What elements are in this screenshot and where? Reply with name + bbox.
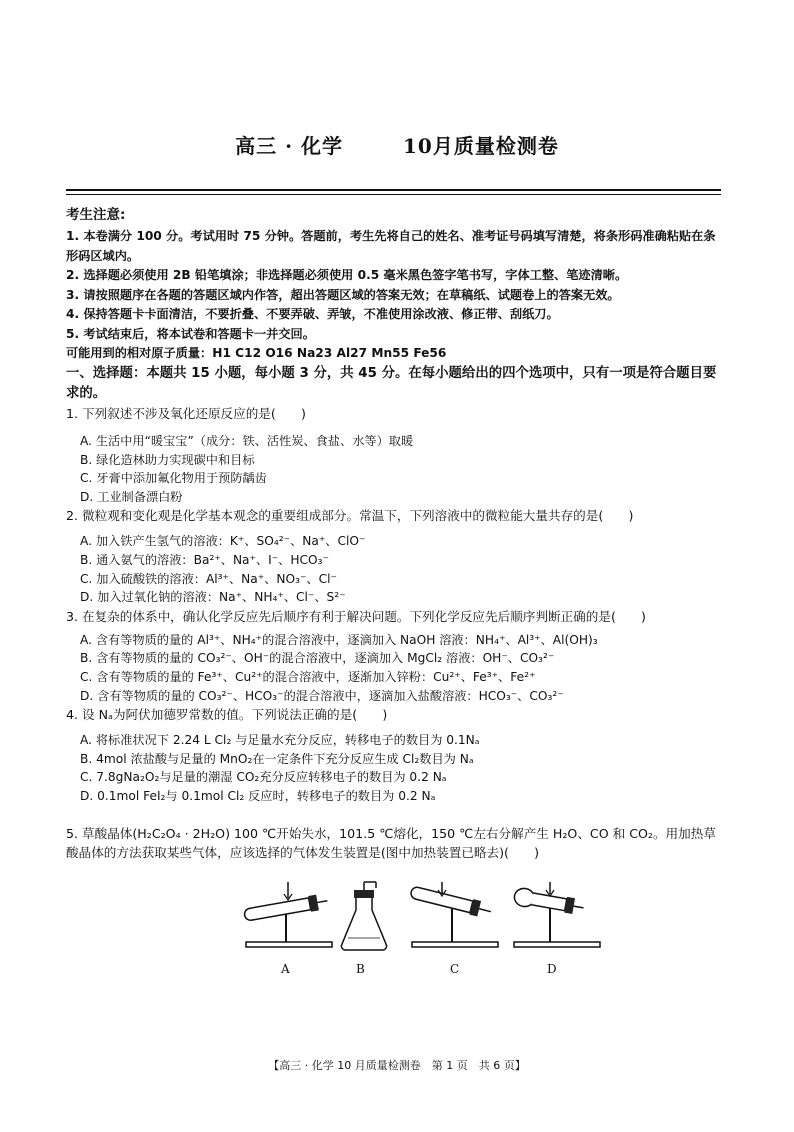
section-one [66, 364, 726, 862]
question-stem: 1. 下列叙述不涉及氧化还原反应的是( ) [66, 406, 306, 421]
question-stem: 5. 草酸晶体(H₂C₂O₄ · 2H₂O) 100 ℃开始失水，101.5 ℃熔化，150 ℃左右分解产生 H₂O、CO 和 CO₂。用加热草酸晶体的方法获取某些气体，应该选择的气体发生装置是(图中加热装置已略去)( ) [66, 825, 716, 860]
notice-item: 1. 本卷满分 100 分。考试用时 75 分钟。答题前，考生先将自己的姓名、准考证号码填写清楚，将条形码准确粘贴在条形码区域内。 [66, 229, 716, 263]
question-option: B. 4mol 浓盐酸与足量的 MnO₂在一定条件下充分反应生成 Cl₂数目为 Nₐ [80, 751, 474, 766]
apparatus-a-label: A [281, 962, 290, 976]
notice-item: 5. 考试结束后，将本试卷和答题卡一并交回。 [66, 326, 315, 341]
title-subject: 高三 · 化学 [235, 134, 344, 158]
question-option: C. 加入硫酸铁的溶液：Al³⁺、Na⁺、NO₃⁻、Cl⁻ [80, 571, 337, 586]
question-stem: 4. 设 Nₐ为阿伏加德罗常数的值。下列说法正确的是( ) [66, 707, 388, 723]
notice-item: 4. 保持答题卡卡面清洁，不要折叠、不要弄破、弄皱，不准使用涂改液、修正带、刮纸刀。 [66, 307, 559, 321]
page-footer: 【高三 · 化学 10 月质量检测卷 第 1 页 共 6 页】 [268, 1059, 526, 1072]
apparatus-c-figure [402, 880, 502, 960]
question-option: C. 牙膏中添加氟化物用于预防龋齿 [80, 471, 267, 486]
apparatus-d-figure [508, 880, 608, 960]
question-stem: 2. 微粒观和变化观是化学基本观念的重要组成部分。常温下，下列溶液中的微粒能大量共存的是( ) [66, 508, 634, 524]
question-option: D. 工业制备漂白粉 [80, 489, 183, 504]
notice-item: 3. 请按照题序在各题的答题区域内作答，超出答题区域的答案无效；在草稿纸、试题卷上的答案无效。 [66, 287, 620, 302]
apparatus-c-label: C [450, 962, 460, 976]
question-option: A. 含有等物质的量的 Al³⁺、NH₄⁺的混合溶液中，逐滴加入 NaOH 溶液：NH₄⁺、Al³⁺、Al(OH)₃ [80, 632, 598, 647]
question-option: D. 加入过氧化钠的溶液：Na⁺、NH₄⁺、Cl⁻、S²⁻ [80, 590, 346, 605]
notice-heading: 考生注意: [66, 207, 126, 223]
notice-item: 2. 选择题必须使用 2B 铅笔填涂；非选择题必须使用 0.5 毫米黑色签字笔书写，字体工整、笔迹清晰。 [66, 268, 628, 282]
question-option: B. 通入氨气的溶液：Ba²⁺、Na⁺、I⁻、HCO₃⁻ [80, 552, 329, 567]
atomic-mass-line: 可能用到的相对原子质量：H1 C12 O16 Na23 Al27 Mn55 Fe56 [66, 346, 447, 360]
question-option: D. 含有等物质的量的 CO₃²⁻、HCO₃⁻的混合溶液中，逐滴加入盐酸溶液：HCO₃⁻、CO₃²⁻ [80, 688, 564, 703]
page-title [0, 130, 794, 159]
apparatus-d-label: D [547, 962, 557, 976]
header-rule-thin [66, 194, 721, 195]
question-option: C. 7.8gNa₂O₂与足量的潮湿 CO₂充分反应转移电子的数目为 0.2 Nₐ [80, 770, 447, 785]
apparatus-b-label: B [356, 962, 365, 976]
question-option: D. 0.1mol FeI₂与 0.1mol Cl₂ 反应时，转移电子的数目为 0.2 Nₐ [80, 788, 436, 803]
header-rule-thick [66, 189, 721, 191]
notice-box [66, 206, 726, 364]
title-exam: 10月质量检测卷 [403, 134, 559, 158]
question-option: B. 含有等物质的量的 CO₃²⁻、OH⁻的混合溶液中，逐滴加入 MgCl₂ 溶液：OH⁻、CO₃²⁻ [80, 651, 555, 666]
question-option: A. 加入铁产生氢气的溶液：K⁺、SO₄²⁻、Na⁺、ClO⁻ [80, 534, 366, 549]
section-heading: 一、选择题：本题共 15 小题，每小题 3 分，共 45 分。在每小题给出的四个选项中，只有一项是符合题目要求的。 [66, 366, 717, 401]
question-option: A. 生活中用“暖宝宝”（成分：铁、活性炭、食盐、水等）取暖 [80, 434, 414, 448]
question-option: A. 将标准状况下 2.24 L Cl₂ 与足量水充分反应，转移电子的数目为 0.1Nₐ [80, 733, 480, 748]
question-option: B. 绿化造林助力实现碳中和目标 [80, 452, 255, 467]
apparatus-a-figure [236, 880, 336, 960]
apparatus-b-figure [336, 880, 392, 960]
question-option: C. 含有等物质的量的 Fe³⁺、Cu²⁺的混合溶液中，逐渐加入锌粉：Cu²⁺、Fe³⁺、Fe²⁺ [80, 669, 536, 684]
question-stem: 3. 在复杂的体系中，确认化学反应先后顺序有利于解决问题。下列化学反应先后顺序判断正确的是( ) [66, 608, 646, 624]
